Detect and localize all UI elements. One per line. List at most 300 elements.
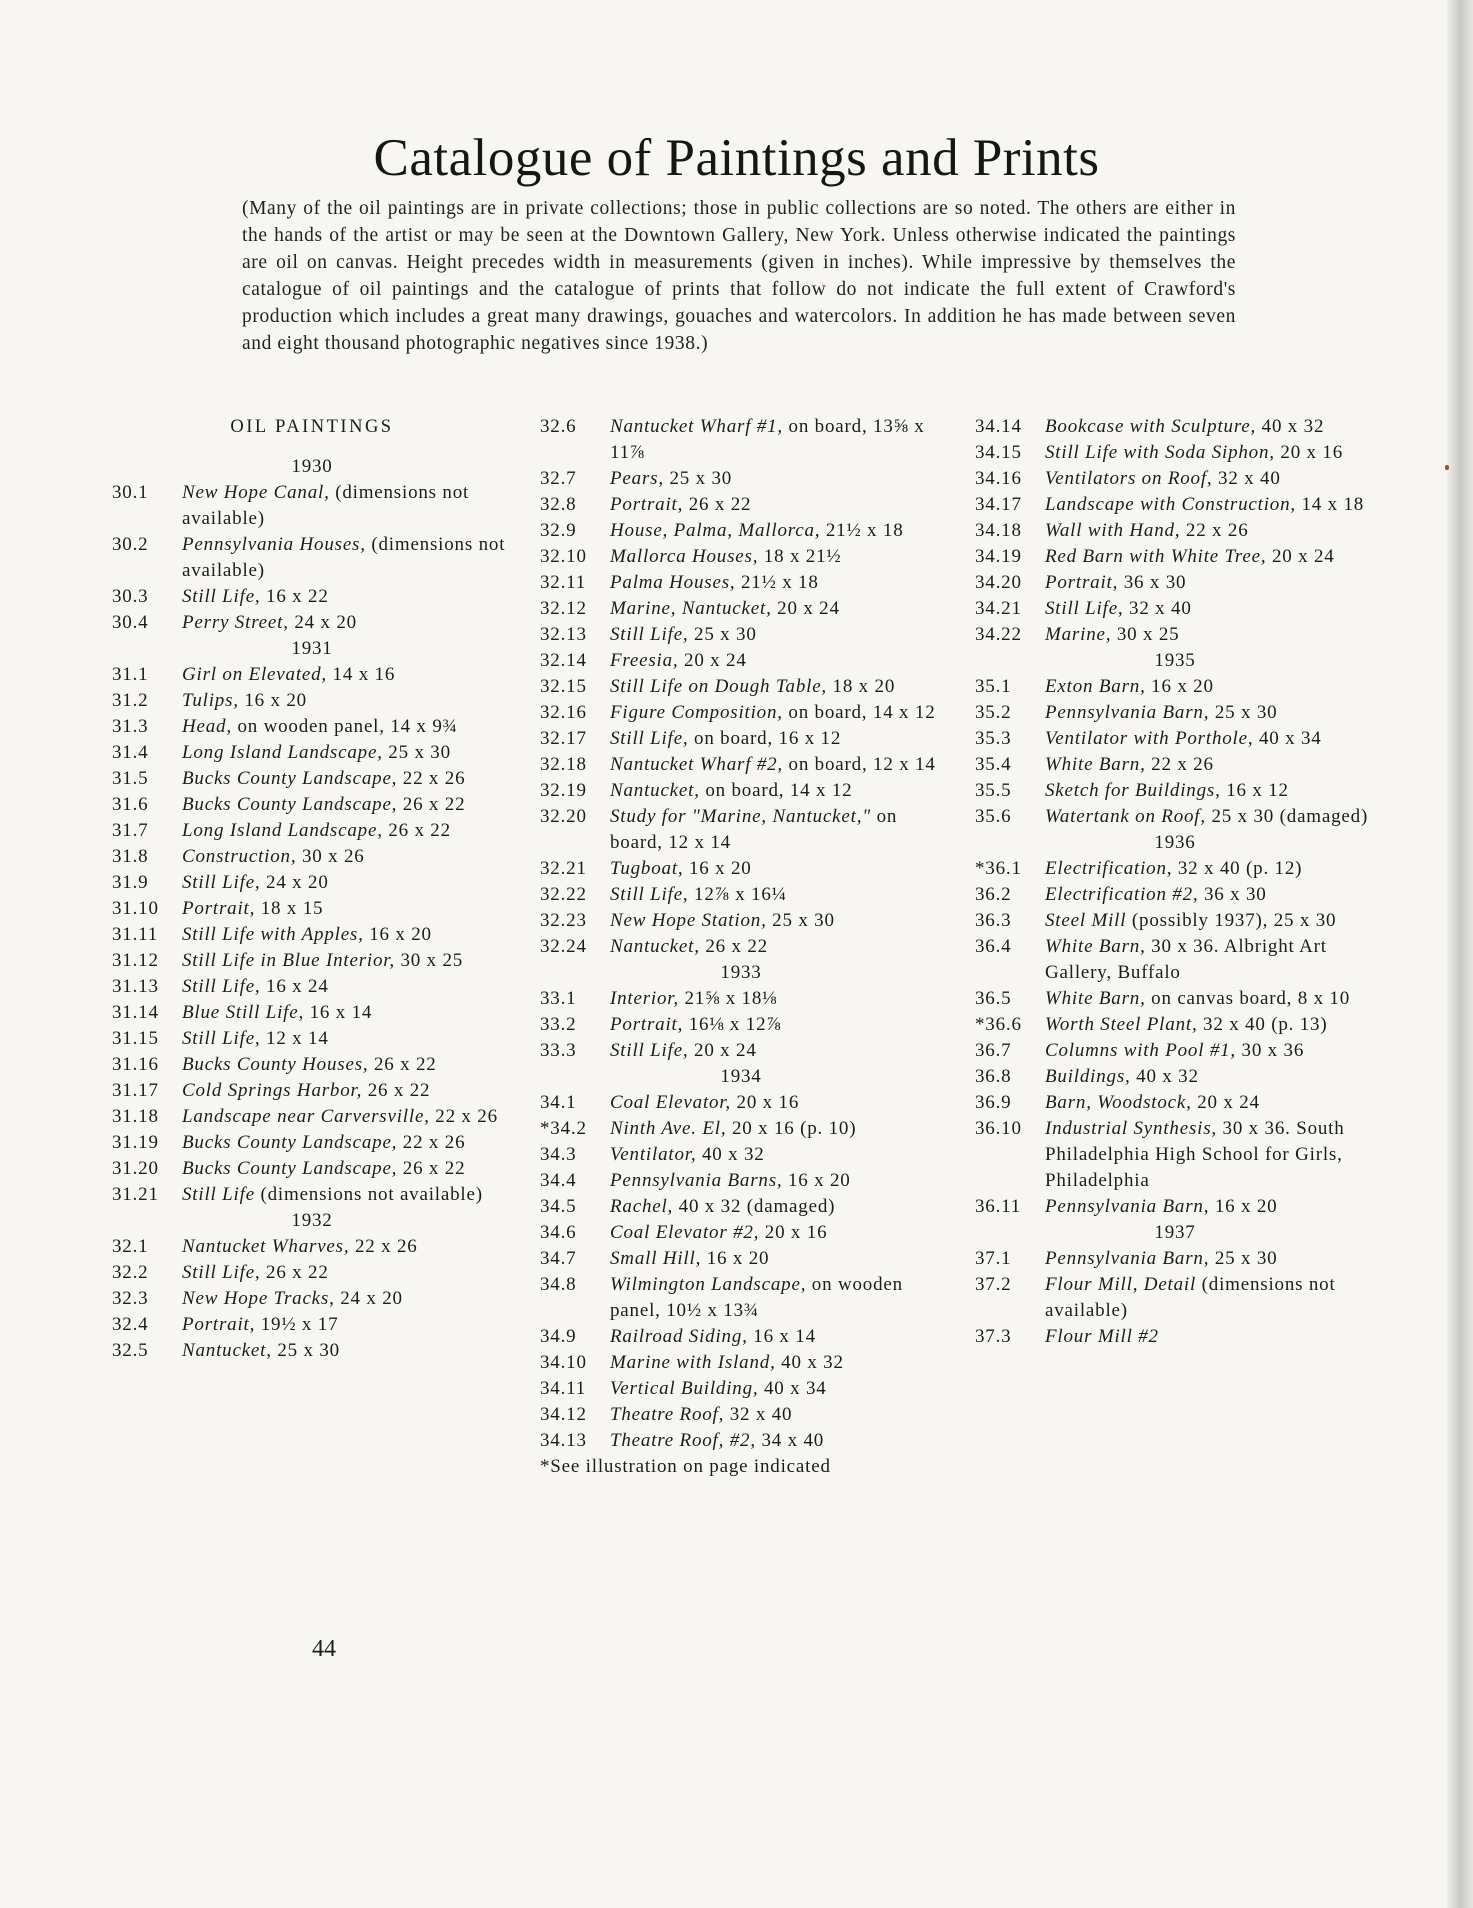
entry-title: Ninth Ave. El, — [610, 1118, 727, 1139]
catalogue-entry — [975, 986, 1375, 1012]
entry-number: 34.9 — [540, 1326, 577, 1347]
entry-description — [610, 856, 942, 882]
entry-description — [1045, 1324, 1375, 1350]
entry-description — [1045, 700, 1375, 726]
entry-description — [1045, 804, 1375, 830]
entry-details: 26 x 22 — [368, 1054, 437, 1075]
entry-number: 32.22 — [540, 884, 587, 905]
entry-details: on board, 12 x 14 — [782, 754, 936, 775]
catalogue-entry — [540, 1168, 942, 1194]
entry-number: 34.11 — [540, 1378, 587, 1399]
entry-number: 36.3 — [975, 910, 1012, 931]
entry-number: 33.1 — [540, 988, 577, 1009]
entry-details: (possibly 1937), 25 x 30 — [1126, 910, 1337, 931]
catalogue-entry — [975, 1038, 1375, 1064]
entry-title: Red Barn with White Tree, — [1045, 546, 1267, 567]
entry-description — [610, 726, 942, 752]
catalogue-entry — [975, 544, 1375, 570]
entry-description — [1045, 986, 1375, 1012]
entry-title: Nantucket Wharf #2, — [610, 754, 783, 775]
catalogue-entry — [975, 674, 1375, 700]
entry-description — [1045, 1116, 1375, 1194]
entry-title: Barn, Woodstock, — [1045, 1092, 1192, 1113]
entry-details: 40 x 32 — [696, 1144, 765, 1165]
entry-description — [182, 844, 512, 870]
entry-title: Coal Elevator #2, — [610, 1222, 760, 1243]
entry-title: Nantucket, — [610, 780, 700, 801]
catalogue-entry — [112, 1052, 512, 1078]
entry-title: Worth Steel Plant, — [1045, 1014, 1198, 1035]
entry-title: Pennsylvania Barn, — [1045, 702, 1210, 723]
catalogue-entry — [540, 804, 942, 856]
paper-speck — [1445, 465, 1449, 470]
entry-details: 36 x 30 — [1198, 884, 1267, 905]
year-heading: 1930 — [291, 456, 333, 477]
entry-title: Exton Barn, — [1045, 676, 1146, 697]
entry-details: 18 x 15 — [255, 898, 324, 919]
entry-title: Still Life, — [610, 884, 689, 905]
entry-details: 16 x 24 — [260, 976, 329, 997]
entry-title: Bucks County Landscape, — [182, 768, 398, 789]
catalogue-column-3 — [975, 414, 1375, 1350]
entry-number: 36.2 — [975, 884, 1012, 905]
entry-details: 16 x 14 — [304, 1002, 373, 1023]
entry-title: Girl on Elevated, — [182, 664, 327, 685]
entry-title: Steel Mill — [1045, 910, 1127, 931]
entry-description — [1045, 492, 1375, 518]
entry-details: 25 x 30 — [766, 910, 835, 931]
catalogue-entry — [975, 726, 1375, 752]
catalogue-entry — [540, 492, 942, 518]
catalogue-entry — [975, 882, 1375, 908]
entry-title: Nantucket Wharf #1, — [610, 416, 783, 437]
entry-title: Ventilator with Porthole, — [1045, 728, 1254, 749]
catalogue-entry — [540, 466, 942, 492]
entry-description — [182, 818, 512, 844]
page-edge-shadow — [1447, 0, 1473, 1908]
entry-number: 34.6 — [540, 1222, 577, 1243]
entry-number: 32.17 — [540, 728, 587, 749]
entry-number: 34.14 — [975, 416, 1022, 437]
catalogue-entry — [975, 700, 1375, 726]
entry-details: 30 x 36 — [1235, 1040, 1305, 1061]
entry-title: Construction, — [182, 846, 297, 867]
catalogue-entry — [975, 1194, 1375, 1220]
entry-title: White Barn, — [1045, 754, 1146, 775]
entry-description — [610, 518, 942, 544]
entry-description — [610, 1194, 942, 1220]
entry-description — [610, 1350, 942, 1376]
entry-title: Perry Street, — [182, 612, 289, 633]
entry-description — [182, 1052, 512, 1078]
entry-details: 16 x 20 — [683, 858, 752, 879]
entry-details: 22 x 26 — [397, 1132, 466, 1153]
page-number: 44 — [312, 1636, 336, 1662]
entry-number: 32.9 — [540, 520, 577, 541]
catalogue-entry — [975, 1246, 1375, 1272]
intro-paragraph: (Many of the oil paintings are in private collections; those in public collections are so noted. The others are either in the hands of the artist or may be seen at the Downtown Gallery, New York. Unless otherwise indicated the paintings are oil on canvas. Height precedes width in measurements (given in inches). While impressive by themselves the catalogue of oil paintings and the catalogue of prints that follow do not indicate the full extent of Crawford's production which includes a great many drawings, gouaches and watercolors. In addition he has made between seven and eight thousand photographic negatives since 1938.) — [242, 197, 1236, 354]
catalogue-entry — [112, 792, 512, 818]
entry-description — [610, 1402, 942, 1428]
entry-description — [610, 986, 942, 1012]
year-heading: 1934 — [720, 1066, 762, 1087]
entry-title: Freesia, — [610, 650, 679, 671]
entry-title: Electrification, — [1045, 858, 1173, 879]
entry-title: Head, — [182, 716, 232, 737]
entry-description — [610, 1428, 942, 1454]
entry-details: 14 x 16 — [327, 664, 396, 685]
entry-details: 26 x 22 — [382, 820, 451, 841]
entry-description — [610, 1376, 942, 1402]
entry-title: Ventilators on Roof, — [1045, 468, 1213, 489]
entry-details: 32 x 40 (p. 13) — [1197, 1014, 1328, 1035]
entry-number: 31.17 — [112, 1080, 159, 1101]
catalogue-entry — [540, 1376, 942, 1402]
catalogue-entry — [975, 518, 1375, 544]
year-heading: 1936 — [1154, 832, 1196, 853]
entry-number: 31.21 — [112, 1184, 159, 1205]
entry-number: *34.2 — [540, 1118, 587, 1139]
entry-number: 32.23 — [540, 910, 587, 931]
entry-title: Mallorca Houses, — [610, 546, 759, 567]
catalogue-entry — [540, 596, 942, 622]
entry-description — [610, 752, 942, 778]
entry-title: Figure Composition, — [610, 702, 783, 723]
section-heading: OIL PAINTINGS — [230, 417, 394, 437]
catalogue-entry — [540, 570, 942, 596]
catalogue-entry — [540, 856, 942, 882]
entry-number: 31.4 — [112, 742, 149, 763]
entry-details: 26 x 22 — [397, 794, 466, 815]
entry-title: Still Life, — [610, 728, 689, 749]
entry-details: 20 x 16 — [730, 1092, 800, 1113]
entry-description — [182, 1130, 512, 1156]
catalogue-entry — [975, 570, 1375, 596]
entry-description — [182, 740, 512, 766]
entry-details: on board, 16 x 12 — [688, 728, 842, 749]
entry-number: 32.15 — [540, 676, 587, 697]
entry-details: 21½ x 18 — [735, 572, 819, 593]
catalogue-entry — [540, 882, 942, 908]
entry-title: Bucks County Landscape, — [182, 794, 398, 815]
entry-title: Ventilator, — [610, 1144, 697, 1165]
entry-description — [1045, 440, 1375, 466]
entry-title: Still Life on Dough Table, — [610, 676, 827, 697]
entry-number: 34.8 — [540, 1274, 577, 1295]
catalogue-entry — [975, 1090, 1375, 1116]
entry-details: 25 x 30 — [1209, 1248, 1278, 1269]
entry-number: 31.11 — [112, 924, 159, 945]
entry-title: Pennsylvania Barns, — [610, 1170, 783, 1191]
entry-number: 31.19 — [112, 1132, 159, 1153]
entry-title: Bookcase with Sculpture, — [1045, 416, 1257, 437]
entry-description — [1045, 1012, 1375, 1038]
entry-details: 16 x 20 — [238, 690, 307, 711]
entry-details: 18 x 20 — [826, 676, 896, 697]
entry-description — [182, 766, 512, 792]
entry-title: Still Life, — [182, 1028, 261, 1049]
catalogue-entry — [112, 974, 512, 1000]
entry-title: Tugboat, — [610, 858, 684, 879]
entry-title: Portrait, — [610, 1014, 684, 1035]
entry-title: Pennsylvania Houses, — [182, 534, 366, 555]
catalogue-entry — [975, 1324, 1375, 1350]
entry-number: 34.4 — [540, 1170, 577, 1191]
catalogue-entry — [975, 934, 1375, 986]
entry-title: Bucks County Landscape, — [182, 1132, 398, 1153]
entry-title: Still Life, — [182, 872, 261, 893]
entry-description — [1045, 1194, 1375, 1220]
entry-title: Portrait, — [1045, 572, 1119, 593]
catalogue-entry — [540, 674, 942, 700]
entry-description — [610, 804, 942, 856]
entry-details: 22 x 26 — [1145, 754, 1214, 775]
entry-details: on wooden panel, 14 x 9¾ — [231, 716, 458, 737]
entry-number: 32.14 — [540, 650, 587, 671]
entry-number: 32.10 — [540, 546, 587, 567]
entry-number: 31.1 — [112, 664, 149, 685]
entry-number: 34.18 — [975, 520, 1022, 541]
entry-title: Still Life with Soda Siphon, — [1045, 442, 1275, 463]
entry-description — [610, 544, 942, 570]
entry-number: 30.3 — [112, 586, 149, 607]
catalogue-entry — [112, 1234, 512, 1260]
entry-number: 31.8 — [112, 846, 149, 867]
catalogue-entry — [975, 414, 1375, 440]
entry-description — [610, 934, 942, 960]
entry-details: 40 x 32 — [775, 1352, 844, 1373]
footnote: *See illustration on page indicated — [540, 1456, 831, 1477]
entry-title: Bucks County Landscape, — [182, 1158, 398, 1179]
entry-details: 16 x 22 — [260, 586, 329, 607]
entry-description — [182, 1104, 512, 1130]
entry-description — [1045, 908, 1375, 934]
entry-description — [182, 792, 512, 818]
entry-details: 40 x 32 — [1256, 416, 1325, 437]
entry-number: 35.5 — [975, 780, 1012, 801]
entry-description — [1045, 570, 1375, 596]
entry-title: House, Palma, Mallorca, — [610, 520, 821, 541]
entry-title: New Hope Canal, — [182, 482, 330, 503]
entry-number: 33.3 — [540, 1040, 577, 1061]
entry-number: 31.7 — [112, 820, 149, 841]
entry-number: 31.2 — [112, 690, 149, 711]
catalogue-entry — [540, 648, 942, 674]
entry-description — [1045, 622, 1375, 648]
catalogue-entry — [975, 752, 1375, 778]
catalogue-entry — [112, 766, 512, 792]
entry-number: 31.12 — [112, 950, 159, 971]
entry-details: 25 x 30 (damaged) — [1205, 806, 1369, 827]
entry-number: 37.3 — [975, 1326, 1012, 1347]
entry-details: 40 x 34 — [758, 1378, 827, 1399]
entry-description — [610, 1272, 942, 1324]
entry-description — [1045, 1272, 1375, 1324]
entry-title: Blue Still Life, — [182, 1002, 305, 1023]
entry-details: 12⅞ x 16¼ — [688, 884, 787, 905]
year-heading: 1933 — [720, 962, 762, 983]
year-heading: 1937 — [1154, 1222, 1196, 1243]
entry-number: 32.5 — [112, 1340, 149, 1361]
entry-details: 26 x 22 — [683, 494, 752, 515]
entry-number: 35.2 — [975, 702, 1012, 723]
entry-title: Still Life, — [1045, 598, 1124, 619]
entry-number: 34.19 — [975, 546, 1022, 567]
catalogue-entry — [975, 1272, 1375, 1324]
catalogue-entry — [540, 1220, 942, 1246]
entry-number: 31.10 — [112, 898, 159, 919]
catalogue-entry — [112, 948, 512, 974]
entry-number: 31.6 — [112, 794, 149, 815]
entry-number: 32.13 — [540, 624, 587, 645]
entry-description — [182, 1260, 512, 1286]
entry-description — [1045, 544, 1375, 570]
catalogue-entry — [112, 1104, 512, 1130]
entry-description — [182, 896, 512, 922]
entry-title: Still Life, — [182, 976, 261, 997]
entry-details: 40 x 32 — [1130, 1066, 1199, 1087]
catalogue-entry — [540, 1246, 942, 1272]
entry-title: Columns with Pool #1, — [1045, 1040, 1236, 1061]
catalogue-entry — [112, 1156, 512, 1182]
catalogue-entry — [975, 908, 1375, 934]
entry-details: 16 x 14 — [747, 1326, 816, 1347]
catalogue-entry — [112, 1130, 512, 1156]
entry-details: 25 x 30 — [688, 624, 757, 645]
entry-title: Marine with Island, — [610, 1352, 776, 1373]
catalogue-entry — [540, 1116, 942, 1142]
entry-title: Interior, — [610, 988, 679, 1009]
catalogue-entry — [540, 544, 942, 570]
entry-title: Portrait, — [182, 898, 256, 919]
entry-description — [182, 1026, 512, 1052]
entry-number: 36.8 — [975, 1066, 1012, 1087]
entry-details: 20 x 16 — [759, 1222, 828, 1243]
entry-description — [610, 1246, 942, 1272]
entry-number: 34.10 — [540, 1352, 587, 1373]
entry-title: Long Island Landscape, — [182, 742, 383, 763]
entry-title: New Hope Tracks, — [182, 1288, 335, 1309]
entry-number: 32.18 — [540, 754, 587, 775]
entry-description — [1045, 882, 1375, 908]
entry-number: 31.20 — [112, 1158, 159, 1179]
catalogue-entry — [112, 688, 512, 714]
entry-number: 31.16 — [112, 1054, 159, 1075]
entry-number: *36.1 — [975, 858, 1022, 879]
catalogue-entry — [540, 934, 942, 960]
entry-title: Wall with Hand, — [1045, 520, 1181, 541]
entry-description — [182, 1078, 512, 1104]
catalogue-entry — [112, 818, 512, 844]
entry-description — [610, 1038, 942, 1064]
entry-title: Still Life, — [610, 624, 689, 645]
catalogue-entry — [540, 726, 942, 752]
entry-number: 37.2 — [975, 1274, 1012, 1295]
catalogue-entry — [112, 584, 512, 610]
entry-number: 32.20 — [540, 806, 587, 827]
entry-number: 36.7 — [975, 1040, 1012, 1061]
entry-details: 16⅛ x 12⅞ — [683, 1014, 782, 1035]
catalogue-entry — [540, 1402, 942, 1428]
entry-title: Still Life in Blue Interior, — [182, 950, 395, 971]
entry-description — [610, 648, 942, 674]
entry-details: on board, 14 x 12 — [699, 780, 853, 801]
entry-description — [610, 570, 942, 596]
entry-description — [610, 1324, 942, 1350]
entry-title: Rachel, — [610, 1196, 674, 1217]
entry-details: 26 x 22 — [699, 936, 768, 957]
entry-title: Still Life — [182, 1184, 255, 1205]
entry-number: 35.3 — [975, 728, 1012, 749]
entry-number: 32.4 — [112, 1314, 149, 1335]
entry-description — [182, 688, 512, 714]
entry-title: Study for "Marine, Nantucket," — [610, 806, 872, 827]
entry-details: 16 x 12 — [1220, 780, 1289, 801]
entry-details: 16 x 20 — [1145, 676, 1214, 697]
catalogue-entry — [540, 908, 942, 934]
catalogue-entry — [540, 1142, 942, 1168]
entry-details: 30 x 36. Albright Art Gallery, Buffalo — [1045, 936, 1327, 983]
entry-title: Vertical Building, — [610, 1378, 759, 1399]
catalogue-entry — [112, 1026, 512, 1052]
entry-details: 30 x 26 — [296, 846, 365, 867]
entry-details: 20 x 24 — [771, 598, 840, 619]
catalogue-entry — [540, 778, 942, 804]
entry-description — [182, 1312, 512, 1338]
entry-number: 33.2 — [540, 1014, 577, 1035]
entry-description — [1045, 466, 1375, 492]
entry-details: on wooden panel, 10½ x 13¾ — [610, 1274, 903, 1321]
entry-title: Pennsylvania Barn, — [1045, 1248, 1210, 1269]
entry-details: 40 x 34 — [1253, 728, 1322, 749]
entry-title: Still Life with Apples, — [182, 924, 364, 945]
entry-number: 36.5 — [975, 988, 1012, 1009]
entry-number: 34.13 — [540, 1430, 587, 1451]
entry-description — [1045, 1090, 1375, 1116]
entry-details: on board, 14 x 12 — [782, 702, 936, 723]
entry-details: 19½ x 17 — [255, 1314, 339, 1335]
entry-description — [610, 1116, 942, 1142]
catalogue-entry — [112, 922, 512, 948]
entry-description — [1045, 518, 1375, 544]
entry-title: Still Life, — [610, 1040, 689, 1061]
catalogue-entry — [112, 1182, 512, 1208]
entry-number: 32.21 — [540, 858, 587, 879]
entry-details: 22 x 26 — [1180, 520, 1249, 541]
catalogue-entry — [112, 662, 512, 688]
entry-details: 24 x 20 — [288, 612, 357, 633]
entry-description — [182, 532, 512, 584]
entry-description — [610, 674, 942, 700]
catalogue-entry — [975, 1116, 1375, 1194]
catalogue-entry — [975, 778, 1375, 804]
entry-title: Small Hill, — [610, 1248, 702, 1269]
entry-title: Electrification #2, — [1045, 884, 1199, 905]
catalogue-entry — [112, 740, 512, 766]
entry-number: 34.20 — [975, 572, 1022, 593]
entry-details: 25 x 30 — [1209, 702, 1278, 723]
entry-description — [1045, 596, 1375, 622]
entry-number: 31.9 — [112, 872, 149, 893]
entry-details: 14 x 18 — [1295, 494, 1365, 515]
entry-number: 32.19 — [540, 780, 587, 801]
catalogue-entry — [112, 532, 512, 584]
catalogue-entry — [540, 622, 942, 648]
entry-details: 21⅝ x 18⅛ — [678, 988, 778, 1009]
entry-title: Cold Springs Harbor, — [182, 1080, 363, 1101]
entry-number: 36.10 — [975, 1118, 1022, 1139]
entry-details: (dimensions not available) — [182, 534, 506, 581]
